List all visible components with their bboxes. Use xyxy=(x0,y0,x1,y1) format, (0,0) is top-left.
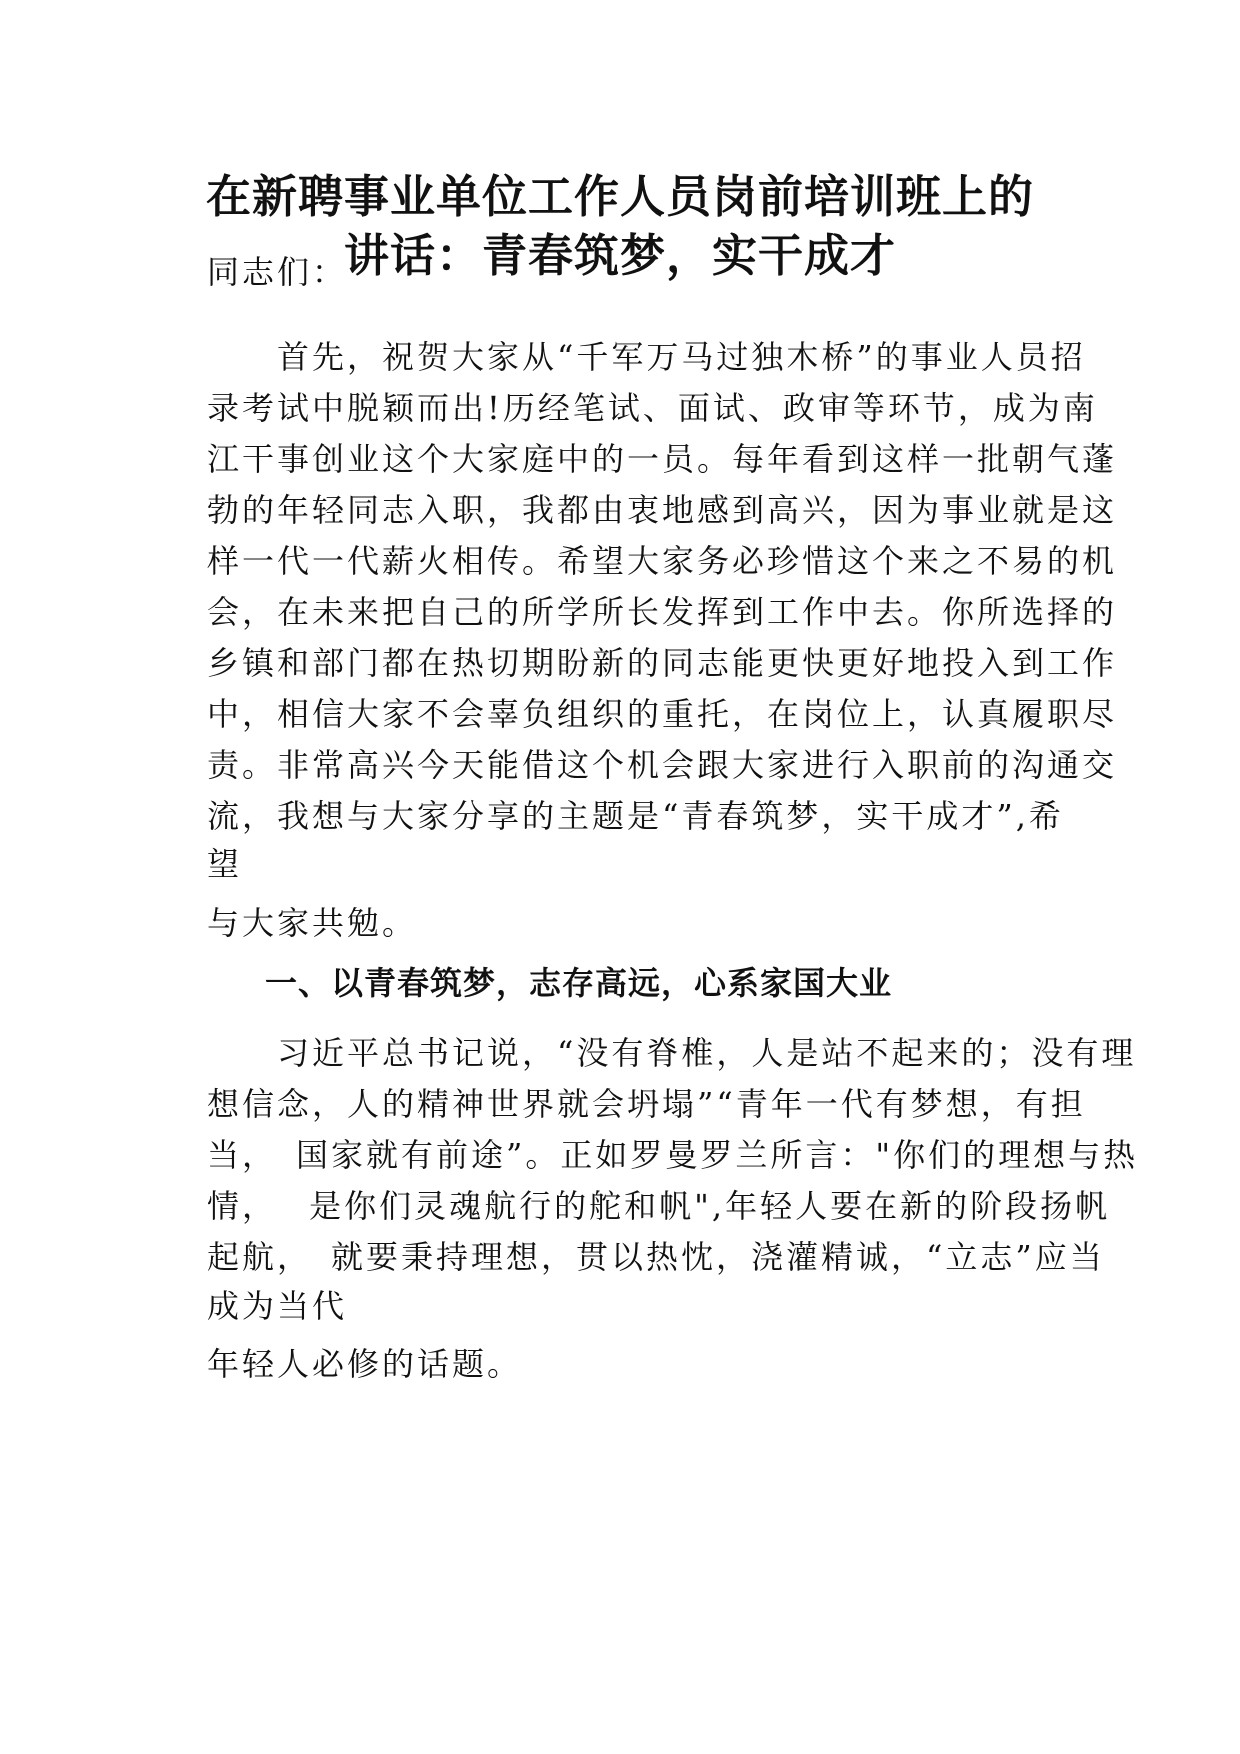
paragraph2-line: 想信念，人的精神世界就会坍塌”“青年一代有梦想，有担 xyxy=(207,1085,1086,1123)
paragraph2-tail: 年轻人必修的话题。 xyxy=(207,1345,523,1383)
paragraph2-line: 成为当代 xyxy=(207,1287,348,1325)
paragraph1-line: 乡镇和部门都在热切期盼新的同志能更快更好地投入到工作 xyxy=(207,644,1118,682)
paragraph1-tail: 与大家共勉。 xyxy=(207,904,418,942)
document-title-line1: 在新聘事业单位工作人员岗前培训班上的 xyxy=(205,170,1034,223)
paragraph2-line: 起航， 就要秉持理想，贯以热忱，浇灌精诚，“立志”应当 xyxy=(207,1238,1105,1276)
paragraph1-line: 望 xyxy=(207,845,243,883)
paragraph1-line: 责。非常高兴今天能借这个机会跟大家进行入职前的沟通交 xyxy=(207,746,1118,784)
section1-heading: 一、以青春筑梦，志存高远，心系家国大业 xyxy=(265,964,893,1002)
paragraph2-line: 情， 是你们灵魂航行的舵和帆",年轻人要在新的阶段扬帆 xyxy=(207,1187,1111,1225)
document-title-line2: 讲话：青春筑梦，实干成才 xyxy=(343,229,896,282)
paragraph1-line: 中，相信大家不会辜负组织的重托，在岗位上，认真履职尽 xyxy=(207,695,1118,733)
paragraph1-line: 流，我想与大家分享的主题是“青春筑梦，实干成才”,希 xyxy=(207,797,1064,835)
paragraph1-line: 样一代一代薪火相传。希望大家务必珍惜这个来之不易的机 xyxy=(207,542,1118,580)
paragraph1-line: 首先，祝贺大家从“千军万马过独木桥”的事业人员招 xyxy=(207,338,1086,376)
paragraph1-line: 江干事创业这个大家庭中的一员。每年看到这样一批朝气蓬 xyxy=(207,440,1118,478)
salutation: 同志们： xyxy=(207,253,348,291)
paragraph2-line: 习近平总书记说，“没有脊椎，人是站不起来的；没有理 xyxy=(207,1034,1137,1072)
paragraph1-line: 录考试中脱颖而出!历经笔试、面试、政审等环节，成为南 xyxy=(207,389,1098,427)
paragraph2-line: 当， 国家就有前途”。正如罗曼罗兰所言："你们的理想与热 xyxy=(207,1136,1139,1174)
paragraph1-line: 勃的年轻同志入职，我都由衷地感到高兴，因为事业就是这 xyxy=(207,491,1118,529)
paragraph1-line: 会，在未来把自己的所学所长发挥到工作中去。你所选择的 xyxy=(207,593,1118,631)
